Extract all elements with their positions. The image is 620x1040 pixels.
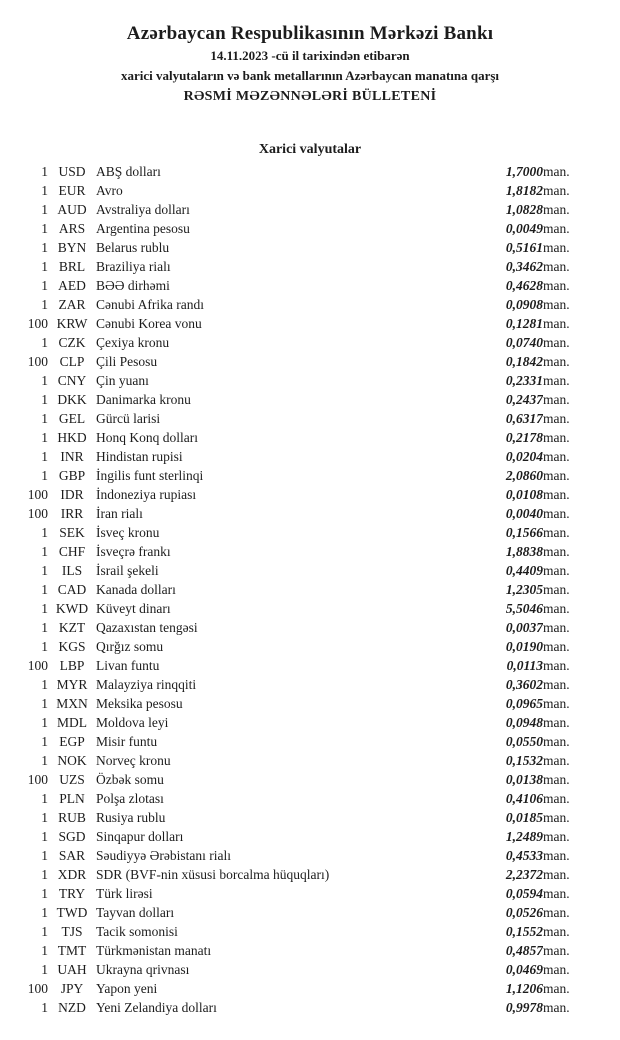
rate-row (0, 181, 620, 200)
currency-code: TRY (58, 886, 86, 901)
rate-row (0, 485, 620, 504)
rate-value: 0,0965 (505, 696, 543, 711)
currency-name: Qırğız somu (96, 639, 164, 654)
unit-label: man. (543, 829, 570, 844)
currency-code: KGS (58, 639, 86, 654)
currency-name: İsveç kronu (96, 525, 160, 540)
currency-name: Ukrayna qrivnası (96, 962, 190, 977)
currency-code: CLP (59, 354, 85, 369)
rate-row (0, 770, 620, 789)
currency-name: Çexiya kronu (96, 335, 170, 350)
currency-name: Yapon yeni (96, 981, 158, 996)
section-title-foreign-currencies: Xarici valyutalar (258, 142, 362, 157)
effective-date-line: 14.11.2023 -cü il tarixindən etibarən (210, 48, 410, 63)
currency-code: SGD (58, 829, 86, 844)
quantity-cell: 1 (41, 601, 48, 616)
currency-name: ABŞ dolları (96, 164, 161, 179)
currency-name: Türk lirəsi (96, 886, 153, 901)
currency-code: SAR (58, 848, 86, 863)
currency-name: SDR (BVF-nin xüsusi borcalma hüquqları) (96, 867, 330, 882)
rate-row (0, 675, 620, 694)
rate-row (0, 618, 620, 637)
quantity-cell: 1 (41, 1000, 48, 1015)
currency-name: Livan funtu (96, 658, 160, 673)
currency-code: ILS (61, 563, 83, 578)
unit-label: man. (543, 772, 570, 787)
rate-value: 1,8838 (505, 544, 543, 559)
currency-name: Özbək somu (96, 772, 164, 787)
rate-value: 0,0040 (505, 506, 543, 521)
rate-value: 0,3602 (505, 677, 543, 692)
currency-name: İsrail şekeli (96, 563, 159, 578)
unit-label: man. (543, 962, 570, 977)
rate-row (0, 637, 620, 656)
currency-name: Türkmənistan manatı (96, 943, 212, 958)
rate-row (0, 941, 620, 960)
currency-code: CZK (58, 335, 86, 350)
currency-name: İndoneziya rupiası (96, 487, 197, 502)
unit-label: man. (543, 810, 570, 825)
quantity-cell: 1 (41, 392, 48, 407)
currency-name: Çin yuanı (96, 373, 149, 388)
rate-value: 0,1842 (505, 354, 543, 369)
rate-value: 0,0113 (506, 658, 543, 673)
rate-row (0, 732, 620, 751)
currency-name: Rusiya rublu (96, 810, 166, 825)
quantity-cell: 1 (41, 582, 48, 597)
quantity-cell: 1 (41, 791, 48, 806)
unit-label: man. (543, 886, 570, 901)
rate-value: 0,0550 (505, 734, 543, 749)
unit-label: man. (543, 297, 570, 312)
rate-row (0, 789, 620, 808)
currency-code: CHF (58, 544, 86, 559)
currency-code: LBP (59, 658, 85, 673)
rate-row (0, 865, 620, 884)
quantity-cell: 1 (41, 962, 48, 977)
currency-name: Tayvan dolları (96, 905, 175, 920)
quantity-cell: 1 (41, 677, 48, 692)
rate-value: 0,0138 (505, 772, 543, 787)
rate-row (0, 162, 620, 181)
currency-name: Malayziya rinqqiti (96, 677, 197, 692)
unit-label: man. (543, 677, 570, 692)
currency-name: Argentina pesosu (96, 221, 190, 236)
currency-code: MXN (56, 696, 88, 711)
quantity-cell: 1 (41, 696, 48, 711)
unit-label: man. (543, 924, 570, 939)
unit-label: man. (543, 658, 570, 673)
currency-code: UAH (57, 962, 87, 977)
unit-label: man. (543, 259, 570, 274)
currency-code: IRR (60, 506, 84, 521)
quantity-cell: 1 (41, 943, 48, 958)
quantity-cell: 1 (41, 240, 48, 255)
rate-value: 0,2331 (505, 373, 543, 388)
currency-code: HKD (57, 430, 87, 445)
quantity-cell: 1 (41, 449, 48, 464)
unit-label: man. (543, 202, 570, 217)
rate-row (0, 466, 620, 485)
currency-name: Yeni Zelandiya dolları (96, 1000, 217, 1015)
currency-name: Sinqapur dolları (96, 829, 184, 844)
rate-value: 0,0594 (505, 886, 543, 901)
currency-name: Kanada dolları (96, 582, 176, 597)
quantity-cell: 1 (41, 620, 48, 635)
quantity-cell: 1 (41, 905, 48, 920)
rate-row (0, 257, 620, 276)
rate-value: 0,1532 (505, 753, 543, 768)
rate-value: 0,5161 (505, 240, 543, 255)
unit-label: man. (543, 449, 570, 464)
currency-name: İngilis funt sterlinqi (96, 468, 204, 483)
bank-name-title: Azərbaycan Respublikasının Mərkəzi Bankı (126, 23, 494, 44)
rate-value: 0,0108 (505, 487, 543, 502)
currency-code: IDR (60, 487, 84, 502)
rate-value: 0,0185 (505, 810, 543, 825)
currency-code: UZS (59, 772, 85, 787)
currency-code: INR (60, 449, 84, 464)
quantity-cell: 1 (41, 221, 48, 236)
rate-value: 0,1566 (505, 525, 543, 540)
unit-label: man. (543, 525, 570, 540)
rate-row (0, 504, 620, 523)
quantity-cell: 100 (27, 506, 48, 521)
currency-code: NZD (58, 1000, 86, 1015)
quantity-cell: 1 (41, 525, 48, 540)
unit-label: man. (543, 601, 570, 616)
rate-row (0, 371, 620, 390)
currency-name: Cənubi Korea vonu (96, 316, 202, 331)
unit-label: man. (543, 981, 570, 996)
rate-row (0, 599, 620, 618)
currency-code: TMT (57, 943, 87, 958)
rate-value: 0,4857 (505, 943, 543, 958)
rate-row (0, 523, 620, 542)
quantity-cell: 1 (41, 411, 48, 426)
currency-name: Qazaxıstan tengəsi (96, 620, 198, 635)
unit-label: man. (543, 506, 570, 521)
currency-name: Çili Pesosu (96, 354, 158, 369)
quantity-cell: 1 (41, 924, 48, 939)
unit-label: man. (543, 848, 570, 863)
unit-label: man. (543, 316, 570, 331)
unit-label: man. (543, 278, 570, 293)
quantity-cell: 1 (41, 848, 48, 863)
rate-value: 0,0037 (505, 620, 543, 635)
quantity-cell: 1 (41, 544, 48, 559)
quantity-cell: 1 (41, 373, 48, 388)
unit-label: man. (543, 1000, 570, 1015)
currency-name: Avro (96, 183, 123, 198)
rate-row (0, 219, 620, 238)
unit-label: man. (543, 354, 570, 369)
rate-row (0, 998, 620, 1017)
rate-value: 0,3462 (505, 259, 543, 274)
currency-name: BƏƏ dirhəmi (96, 278, 170, 293)
scope-line: xarici valyutaların və bank metallarının Azərbaycan manatına qarşı (120, 68, 500, 83)
unit-label: man. (543, 430, 570, 445)
unit-label: man. (543, 943, 570, 958)
currency-name: Avstraliya dolları (96, 202, 190, 217)
currency-code: TJS (61, 924, 83, 939)
unit-label: man. (543, 373, 570, 388)
rate-row (0, 561, 620, 580)
rate-row (0, 960, 620, 979)
rate-value: 0,4409 (505, 563, 543, 578)
bulletin-title: RƏSMİ MƏZƏNNƏLƏRİ BÜLLETENİ (183, 89, 437, 104)
rate-value: 1,8182 (505, 183, 543, 198)
rate-value: 1,0828 (505, 202, 543, 217)
currency-code: AED (58, 278, 86, 293)
currency-name: Danimarka kronu (96, 392, 191, 407)
rate-value: 0,0908 (505, 297, 543, 312)
rate-value: 0,0526 (505, 905, 543, 920)
currency-name: Norveç kronu (96, 753, 171, 768)
currency-code: JPY (60, 981, 84, 996)
rate-value: 1,7000 (505, 164, 543, 179)
rate-row (0, 922, 620, 941)
quantity-cell: 1 (41, 639, 48, 654)
unit-label: man. (543, 335, 570, 350)
rate-row (0, 238, 620, 257)
currency-code: SEK (59, 525, 85, 540)
quantity-cell: 1 (41, 297, 48, 312)
unit-label: man. (543, 734, 570, 749)
unit-label: man. (543, 563, 570, 578)
currency-code: XDR (57, 867, 87, 882)
rate-value: 1,2305 (505, 582, 543, 597)
currency-name: Polşa zlotası (96, 791, 164, 806)
currency-code: USD (58, 164, 86, 179)
rates-table-body (0, 162, 620, 1017)
quantity-cell: 100 (27, 772, 48, 787)
currency-code: RUB (58, 810, 86, 825)
rate-value: 0,1281 (505, 316, 543, 331)
rate-row (0, 390, 620, 409)
unit-label: man. (543, 715, 570, 730)
quantity-cell: 1 (41, 183, 48, 198)
rate-value: 0,1552 (505, 924, 543, 939)
rate-value: 1,1206 (505, 981, 543, 996)
rate-row (0, 656, 620, 675)
quantity-cell: 1 (41, 829, 48, 844)
rate-value: 0,4106 (505, 791, 543, 806)
rate-value: 2,0860 (505, 468, 543, 483)
rates-table (0, 162, 620, 1017)
quantity-cell: 100 (27, 354, 48, 369)
quantity-cell: 1 (41, 259, 48, 274)
rate-row (0, 580, 620, 599)
currency-name: İsveçrə frankı (96, 544, 171, 559)
rate-value: 0,0049 (505, 221, 543, 236)
unit-label: man. (543, 753, 570, 768)
unit-label: man. (543, 487, 570, 502)
unit-label: man. (543, 544, 570, 559)
currency-code: GBP (58, 468, 86, 483)
currency-code: BRL (58, 259, 86, 274)
rate-value: 0,6317 (505, 411, 543, 426)
rate-value: 0,0204 (505, 449, 543, 464)
rate-row (0, 694, 620, 713)
quantity-cell: 1 (41, 715, 48, 730)
rate-row (0, 751, 620, 770)
rate-value: 5,5046 (505, 601, 543, 616)
rate-row (0, 903, 620, 922)
unit-label: man. (543, 620, 570, 635)
unit-label: man. (543, 221, 570, 236)
currency-code: ZAR (58, 297, 86, 312)
currency-code: NOK (57, 753, 87, 768)
rate-row (0, 352, 620, 371)
currency-code: EGP (59, 734, 85, 749)
document-header (0, 22, 620, 108)
currency-code: GEL (58, 411, 86, 426)
currency-code: PLN (59, 791, 85, 806)
unit-label: man. (543, 392, 570, 407)
rate-row (0, 200, 620, 219)
rate-row (0, 542, 620, 561)
quantity-cell: 1 (41, 886, 48, 901)
rate-value: 0,0190 (505, 639, 543, 654)
rate-value: 2,2372 (505, 867, 543, 882)
currency-name: İran rialı (96, 506, 143, 521)
currency-name: Braziliya rialı (96, 259, 171, 274)
unit-label: man. (543, 240, 570, 255)
rate-row (0, 827, 620, 846)
rate-row (0, 314, 620, 333)
unit-label: man. (543, 867, 570, 882)
quantity-cell: 1 (41, 867, 48, 882)
currency-name: Küveyt dinarı (96, 601, 171, 616)
rate-value: 0,9978 (505, 1000, 543, 1015)
unit-label: man. (543, 183, 570, 198)
currency-code: AUD (57, 202, 87, 217)
currency-name: Meksika pesosu (96, 696, 183, 711)
currency-code: MYR (56, 677, 88, 692)
currency-code: KRW (56, 316, 88, 331)
rate-value: 0,4628 (505, 278, 543, 293)
quantity-cell: 1 (41, 563, 48, 578)
currency-name: Misir funtu (96, 734, 158, 749)
rate-row (0, 333, 620, 352)
rate-value: 1,2489 (505, 829, 543, 844)
rate-value: 0,0469 (505, 962, 543, 977)
currency-name: Moldova leyi (96, 715, 169, 730)
rate-value: 0,0948 (505, 715, 543, 730)
currency-code: KZT (58, 620, 86, 635)
currency-code: KWD (55, 601, 89, 616)
rate-value: 0,4533 (505, 848, 543, 863)
rate-row (0, 884, 620, 903)
currency-name: Hindistan rupisi (96, 449, 183, 464)
rate-row (0, 713, 620, 732)
rate-row (0, 409, 620, 428)
quantity-cell: 100 (27, 981, 48, 996)
currency-code: TWD (56, 905, 88, 920)
rate-row (0, 447, 620, 466)
rate-row (0, 276, 620, 295)
rate-row (0, 979, 620, 998)
unit-label: man. (543, 905, 570, 920)
currency-code: MDL (57, 715, 87, 730)
currency-name: Honq Konq dolları (96, 430, 198, 445)
quantity-cell: 1 (41, 202, 48, 217)
quantity-cell: 1 (41, 335, 48, 350)
rate-value: 0,2437 (505, 392, 543, 407)
currency-code: ARS (58, 221, 86, 236)
quantity-cell: 1 (41, 468, 48, 483)
currency-name: Tacik somonisi (96, 924, 178, 939)
quantity-cell: 1 (41, 753, 48, 768)
currency-code: EUR (58, 183, 86, 198)
unit-label: man. (543, 468, 570, 483)
unit-label: man. (543, 164, 570, 179)
rate-value: 0,2178 (505, 430, 543, 445)
quantity-cell: 1 (41, 734, 48, 749)
quantity-cell: 100 (27, 487, 48, 502)
quantity-cell: 1 (41, 810, 48, 825)
quantity-cell: 1 (41, 164, 48, 179)
currency-name: Səudiyyə Ərəbistanı rialı (96, 848, 231, 863)
rate-row (0, 846, 620, 865)
rate-value: 0,0740 (505, 335, 543, 350)
rate-row (0, 428, 620, 447)
quantity-cell: 100 (27, 658, 48, 673)
quantity-cell: 100 (27, 316, 48, 331)
rate-row (0, 808, 620, 827)
currency-name: Cənubi Afrika randı (96, 297, 204, 312)
currency-code: CNY (57, 373, 87, 388)
currency-name: Belarus rublu (96, 240, 170, 255)
unit-label: man. (543, 791, 570, 806)
quantity-cell: 1 (41, 430, 48, 445)
rate-row (0, 295, 620, 314)
unit-label: man. (543, 696, 570, 711)
quantity-cell: 1 (41, 278, 48, 293)
unit-label: man. (543, 582, 570, 597)
currency-name: Gürcü larisi (96, 411, 161, 426)
unit-label: man. (543, 639, 570, 654)
unit-label: man. (543, 411, 570, 426)
currency-code: DKK (57, 392, 87, 407)
currency-code: CAD (57, 582, 87, 597)
currency-code: BYN (57, 240, 87, 255)
